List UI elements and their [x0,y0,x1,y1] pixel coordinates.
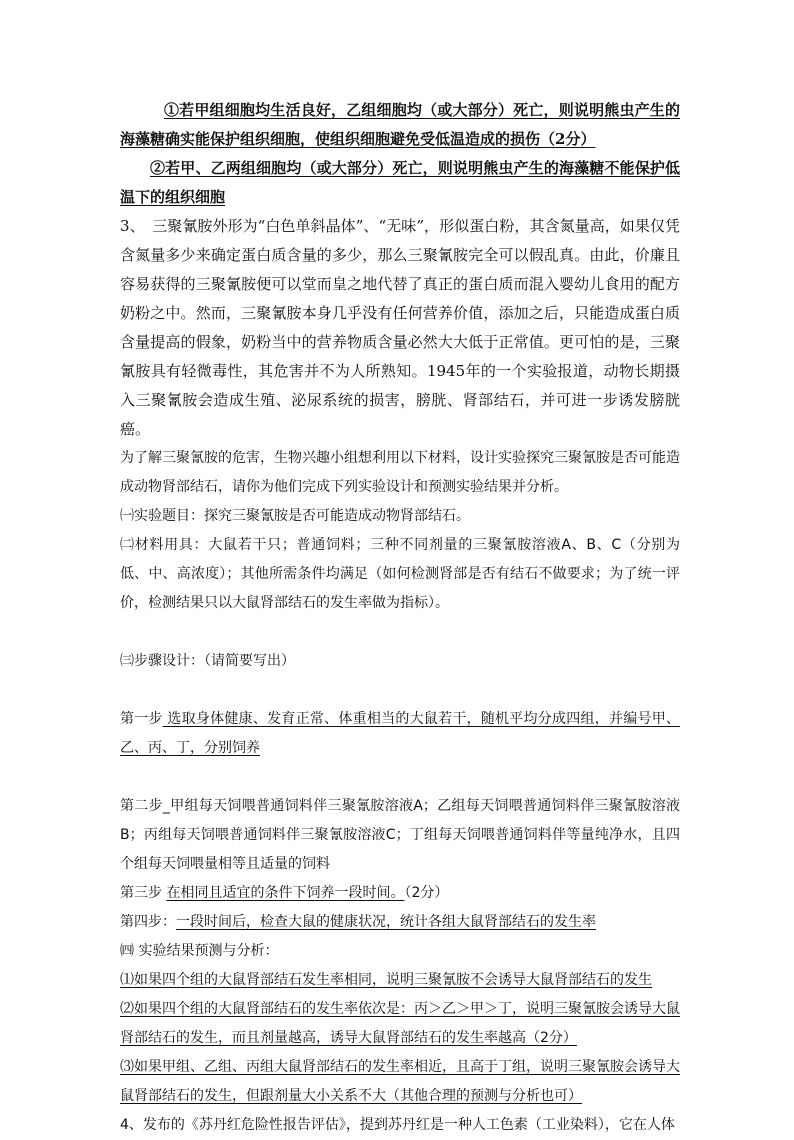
step-3-label: 第三步 [120,885,167,901]
spacer [120,618,680,647]
step-4-label: 第四步： [120,914,176,930]
steps-heading: ㈢步骤设计：（请简要写出） [120,653,295,669]
result-1: ⑴如果四个组的大鼠肾部结石发生率相同，说明三聚氰胺不会诱导大鼠肾部结石的发生 [120,972,652,988]
question-4-intro: 4、发布的《苏丹红危险性报告评估》，提到苏丹红是一种人工色素（工业染料），它在人体 [120,1117,675,1133]
step-1-label: 第一步 [120,711,163,727]
step-1 [120,705,680,763]
step-3 [120,879,680,908]
result-3: ⑶如果甲组、乙组、丙组大鼠肾部结石的发生率相近，且高于丁组，说明三聚氰胺会诱导大鼠肾部结石的发生，但跟剂量大小关系不大（其他合理的预测与分析也可） [120,1059,680,1104]
document-content [120,96,680,1140]
step-2 [120,792,680,879]
step-2-label: 第二步 [120,798,163,814]
answer-line-1: ①若甲组细胞均生活良好，乙组细胞均（或大部分）死亡，则说明熊虫产生的海藻糖确实能保护组织细胞，使组织细胞避免受低温造成的损伤（2分） [120,101,680,148]
step-3-points: （2分） [404,885,449,901]
experiment-topic: ㈠实验题目：探究三聚氰胺是否可能造成动物肾部结石。 [120,508,470,524]
spacer [120,763,680,792]
experiment-materials: ㈡材料用具：大鼠若干只；普通饲料；三种不同剂量的三聚氰胺溶液A、B、C（分别为低、中、高浓度）；其他所需条件均满足（如何检测肾部是否有结石不做要求；为了统一评价，检测结果只以大鼠肾部结石的发生率做为指标）。 [120,537,680,611]
step-1-answer: 选取身体健康、发育正常、体重相当的大鼠若干，随机平均分成四组，并编号甲、乙、丙、丁，分别饲养 [120,711,680,756]
step-4 [120,908,680,937]
step-2-answer: _甲组每天饲喂普通饲料伴三聚氰胺溶液A；乙组每天饲喂普通饲料伴三聚氰胺溶液B；丙组每天饲喂普通饲料伴三聚氰胺溶液C；丁组每天饲喂普通饲料伴等量纯净水，且四个组每天饲喂量相等且适量的饲料 [120,798,681,872]
results-heading: ㈣ 实验结果预测与分析： [120,943,279,959]
answer-line-2: ②若甲、乙两组细胞均（或大部分）死亡，则说明熊虫产生的海藻糖不能保护低温下的组织细胞 [120,159,680,206]
question-3-task: 为了解三聚氰胺的危害，生物兴趣小组想利用以下材料，设计实验探究三聚氰胺是否可能造成动物肾部结石，请你为他们完成下列实验设计和预测实验结果并分析。 [120,450,680,495]
spacer [120,676,680,705]
step-3-answer: 在相同且适宜的条件下饲养一段时间。 [166,885,405,901]
question-3-intro: 3、 三聚氰胺外形为“白色单斜晶体”、“无味”，形似蛋白粉，其含氮量高，如果仅凭含氮量多少来确定蛋白质含量的多少，那么三聚氰胺完全可以假乱真。由此，价廉且容易获得的三聚氰胺便可以堂而皇之地代替了真正的蛋白质而混入婴幼儿食用的配方奶粉之中。然而，三聚氰胺本身几乎没有任何营养价值，添加之后，只能造成蛋白质含量提高的假象，奶粉当中的营养物质含量必然大大低于正常值。更可怕的是，三聚氰胺具有轻微毒性，其危害并不为人所熟知。1945年的一个实验报道，动物长期摄入三聚氰胺会造成生殖、泌尿系统的损害，膀胱、肾部结石，并可进一步诱发膀胱癌。 [120,217,680,438]
result-2: ⑵如果四个组的大鼠肾部结石的发生率依次是：丙＞乙＞甲＞丁，说明三聚氰胺会诱导大鼠肾部结石的发生，而且剂量越高，诱导大鼠肾部结石的发生率越高（2分） [120,1001,680,1046]
step-4-answer: 一段时间后，检查大鼠的健康状况，统计各组大鼠肾部结石的发生率 [176,914,596,930]
